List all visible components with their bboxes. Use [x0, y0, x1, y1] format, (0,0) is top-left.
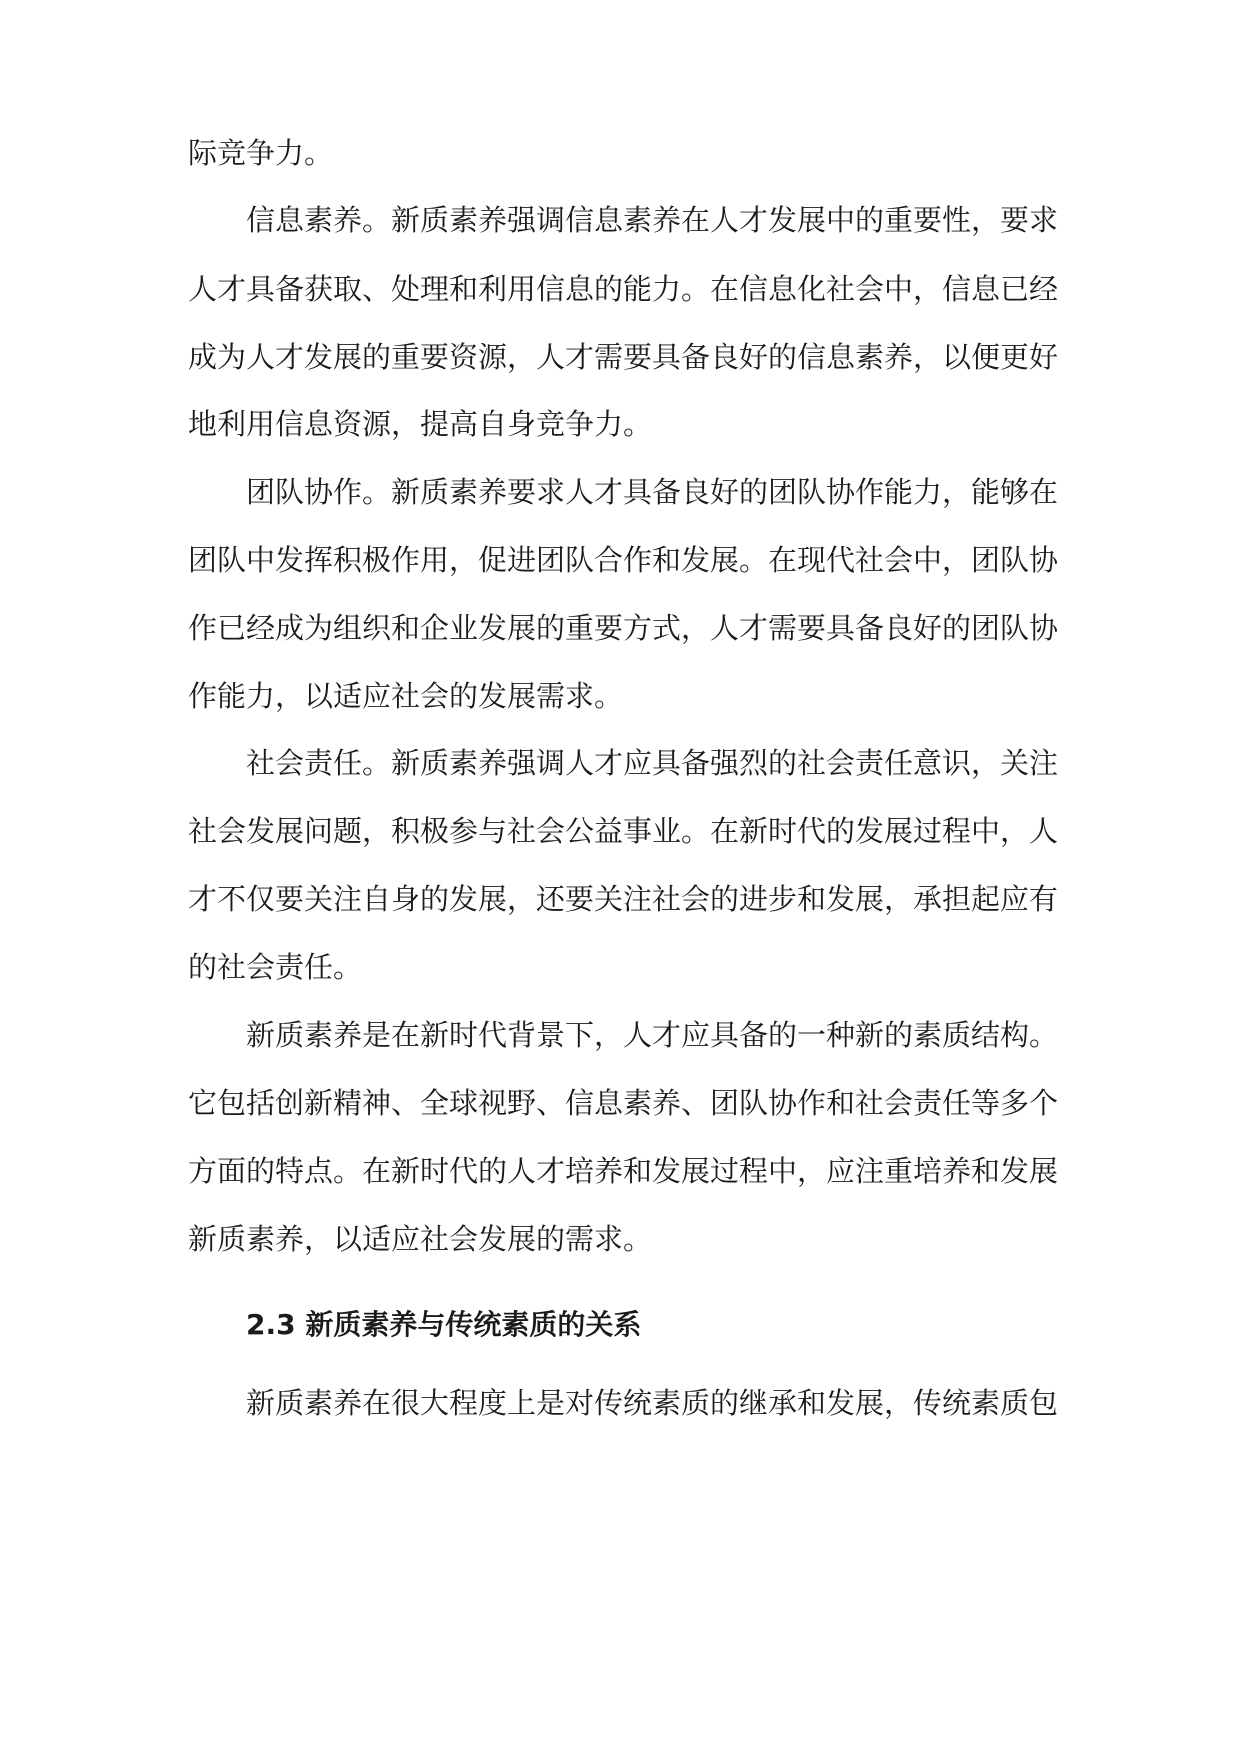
section-paragraph-line-1: 新质素养在很大程度上是对传统素质的继承和发展，传统素质包 [246, 1386, 1059, 1420]
paragraph-summary-line-4: 新质素养，以适应社会发展的需求。 [188, 1222, 653, 1256]
paragraph-info-literacy-line-4: 地利用信息资源，提高自身竞争力。 [188, 407, 653, 441]
paragraph-info-literacy-line-1: 信息素养。新质素养强调信息素养在人才发展中的重要性，要求 [246, 203, 1059, 237]
paragraph-teamwork-line-1: 团队协作。新质素养要求人才具备良好的团队协作能力，能够在 [246, 475, 1059, 509]
paragraph-teamwork-line-2: 团队中发挥积极作用，促进团队合作和发展。在现代社会中，团队协 [188, 543, 1059, 577]
paragraph-continuation-line: 际竞争力。 [188, 136, 334, 170]
paragraph-summary-line-2: 它包括创新精神、全球视野、信息素养、团队协作和社会责任等多个 [188, 1086, 1059, 1120]
paragraph-social-responsibility-line-2: 社会发展问题，积极参与社会公益事业。在新时代的发展过程中，人 [188, 814, 1059, 848]
section-heading: 2.3 新质素养与传统素质的关系 [246, 1308, 642, 1341]
paragraph-info-literacy-line-2: 人才具备获取、处理和利用信息的能力。在信息化社会中，信息已经 [188, 272, 1059, 306]
paragraph-summary-line-1: 新质素养是在新时代背景下，人才应具备的一种新的素质结构。 [246, 1018, 1059, 1052]
paragraph-info-literacy-line-3: 成为人才发展的重要资源，人才需要具备良好的信息素养，以便更好 [188, 340, 1059, 374]
paragraph-social-responsibility-line-1: 社会责任。新质素养强调人才应具备强烈的社会责任意识，关注 [246, 746, 1059, 780]
paragraph-social-responsibility-line-4: 的社会责任。 [188, 950, 363, 984]
paragraph-summary-line-3: 方面的特点。在新时代的人才培养和发展过程中，应注重培养和发展 [188, 1154, 1059, 1188]
paragraph-teamwork-line-3: 作已经成为组织和企业发展的重要方式，人才需要具备良好的团队协 [188, 611, 1059, 645]
paragraph-social-responsibility-line-3: 才不仅要关注自身的发展，还要关注社会的进步和发展，承担起应有 [188, 882, 1059, 916]
paragraph-teamwork-line-4: 作能力，以适应社会的发展需求。 [188, 679, 624, 713]
